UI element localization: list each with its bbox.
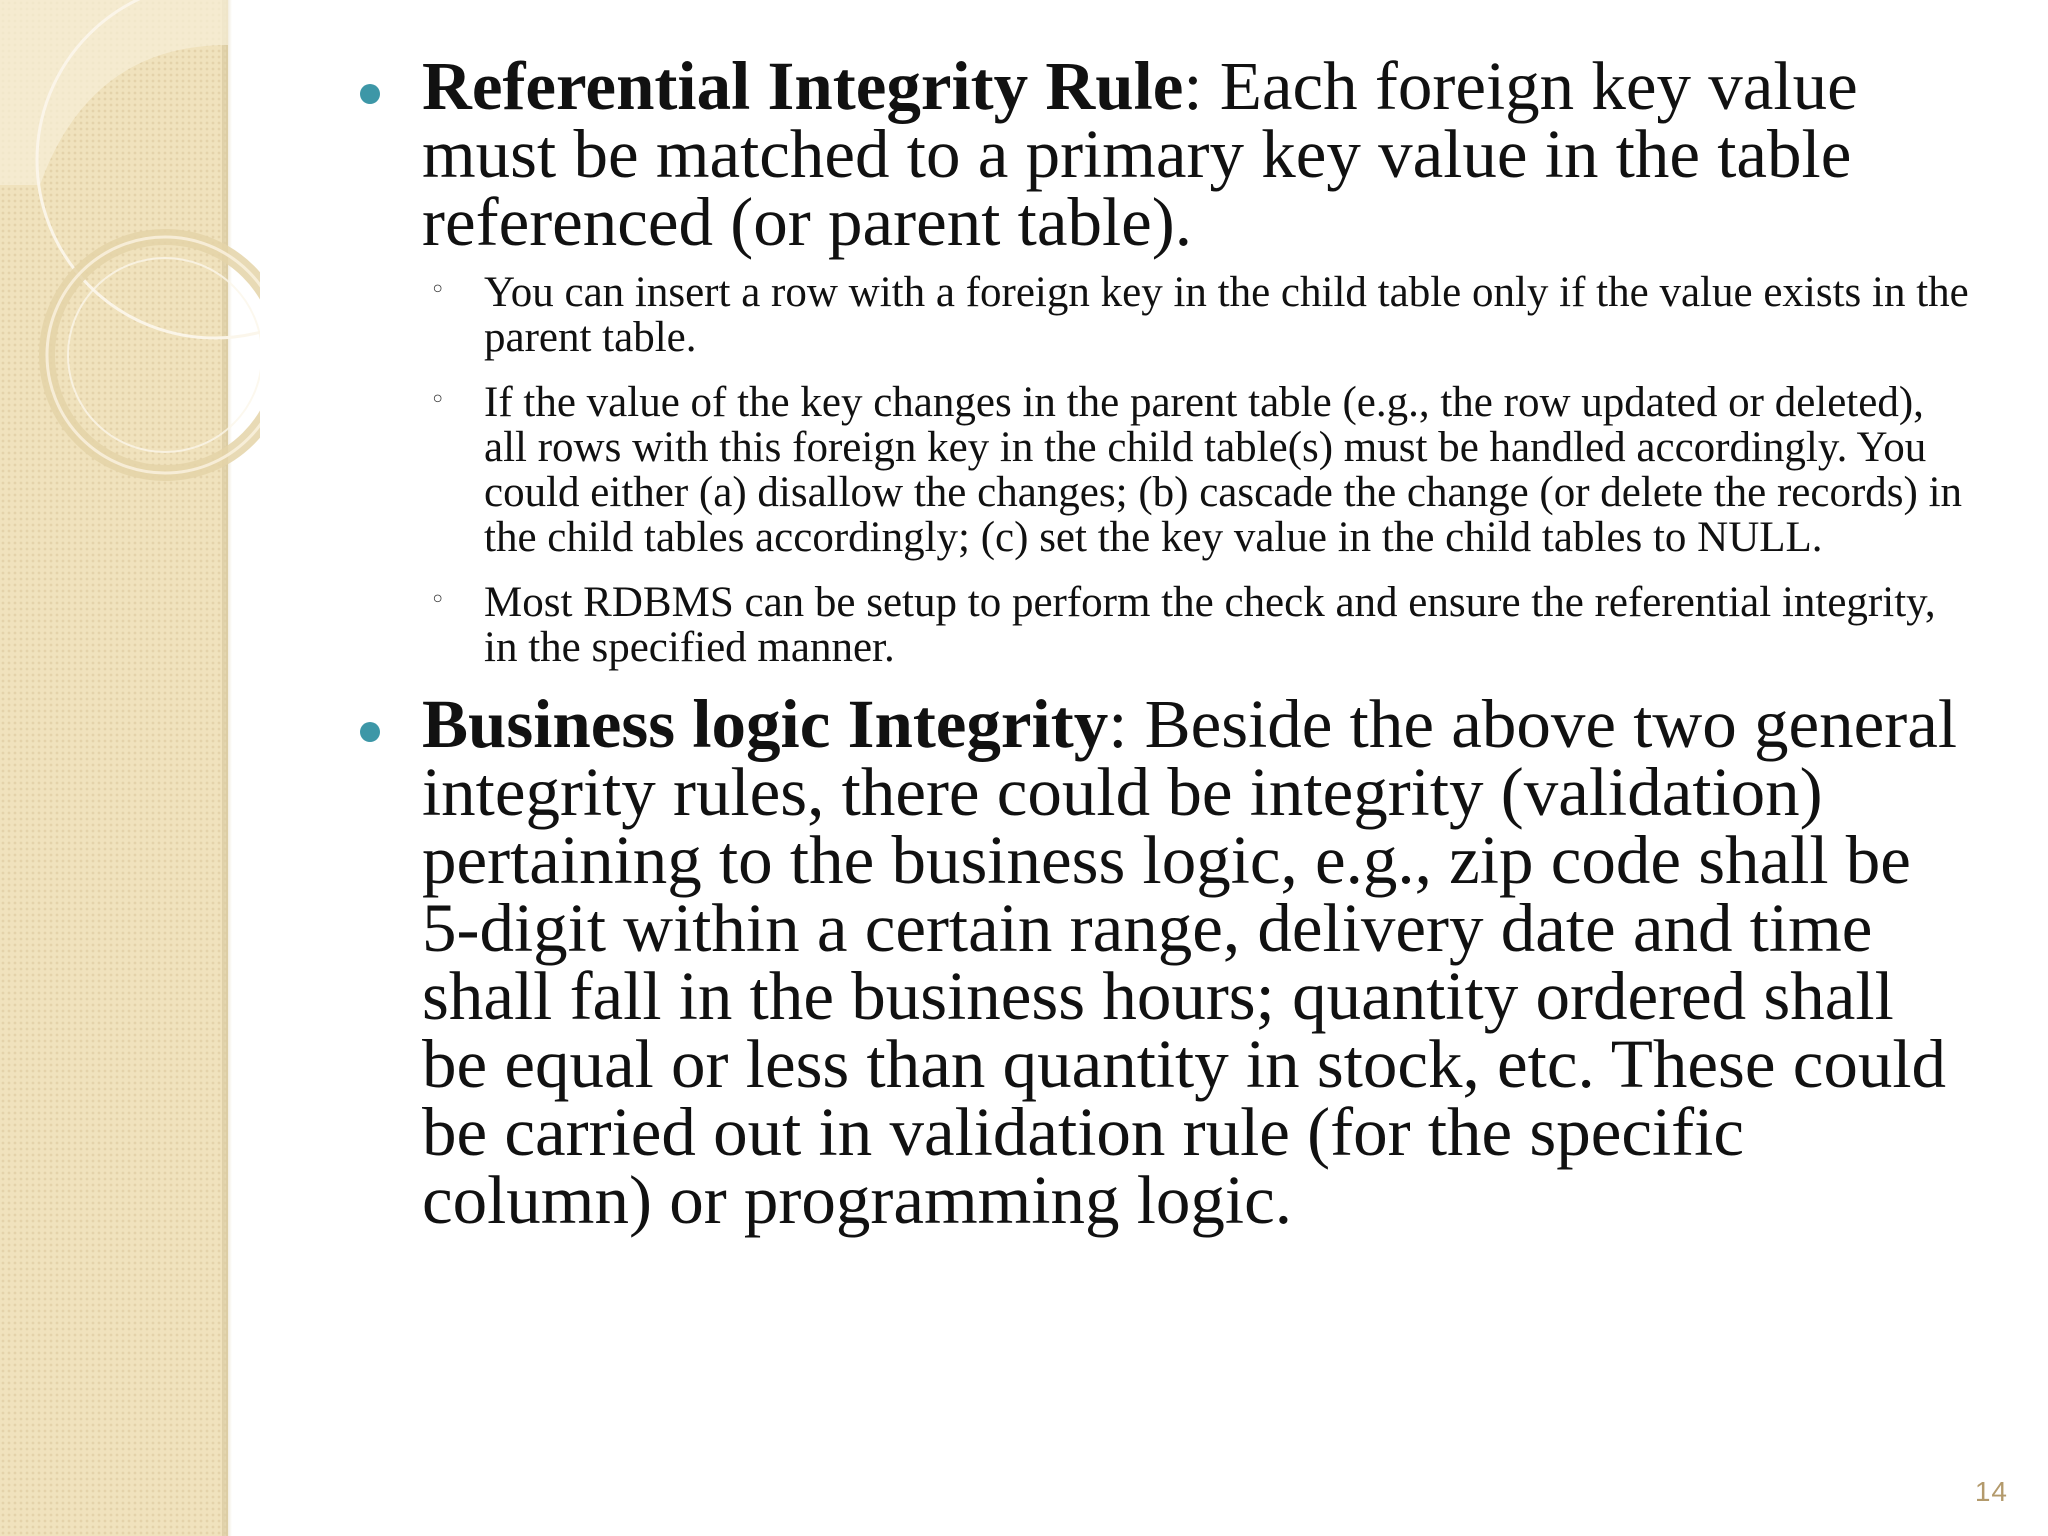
hollow-circle-icon: ◦ (430, 385, 446, 415)
sub-bullet-text: If the value of the key changes in the parent table (e.g., the row updated or deleted), all rows with this foreign key in the child table(s) must be handled accordingly. You could either (a) disallow the changes; (b) cascade the change (or delete the records) in the child tables accordingly; (c) set the key value in the child tables to NULL. (484, 379, 1963, 561)
bullet-dot-icon (360, 84, 380, 104)
bullet-term: Referential Integrity Rule (422, 48, 1184, 124)
bullet-text (422, 48, 1972, 260)
sub-bullet-list (422, 270, 1972, 670)
sub-bullet-text: You can insert a row with a foreign key in the child table only if the value exists in the parent table. (484, 269, 1969, 361)
hollow-circle-icon: ◦ (430, 585, 446, 615)
bullet-dot-icon (360, 722, 380, 742)
bullet-description: : Each foreign key value must be matched to a primary key value in the table referenced (or parent table). (422, 48, 1858, 260)
decorative-rings-graphic (0, 0, 260, 520)
page-number: 14 (1974, 1476, 2008, 1507)
bullet-term: Business logic Integrity (422, 686, 1109, 762)
bullet-text (422, 686, 1972, 1238)
bullet-description: : Beside the above two general integrity rules, there could be integrity (validation) pertaining to the business logic, e.g., zip code shall be 5-digit within a certain range, delivery date and time shall fall in the business hours; quantity ordered shall be equal or less than quantity in stock, etc. These could be carried out in validation rule (for the specific column) or programming logic. (422, 686, 1957, 1238)
sub-bullet-item (422, 270, 1972, 360)
sub-bullet-text: Most RDBMS can be setup to perform the check and ensure the referential integrity, in the specified manner. (484, 579, 1936, 671)
bullet-business-logic-integrity (352, 686, 1972, 1238)
sub-bullet-item (422, 380, 1972, 560)
slide-content (352, 48, 1972, 1238)
sub-bullet-item (422, 580, 1972, 670)
bullet-referential-integrity (352, 48, 1972, 671)
hollow-circle-icon: ◦ (430, 275, 446, 305)
